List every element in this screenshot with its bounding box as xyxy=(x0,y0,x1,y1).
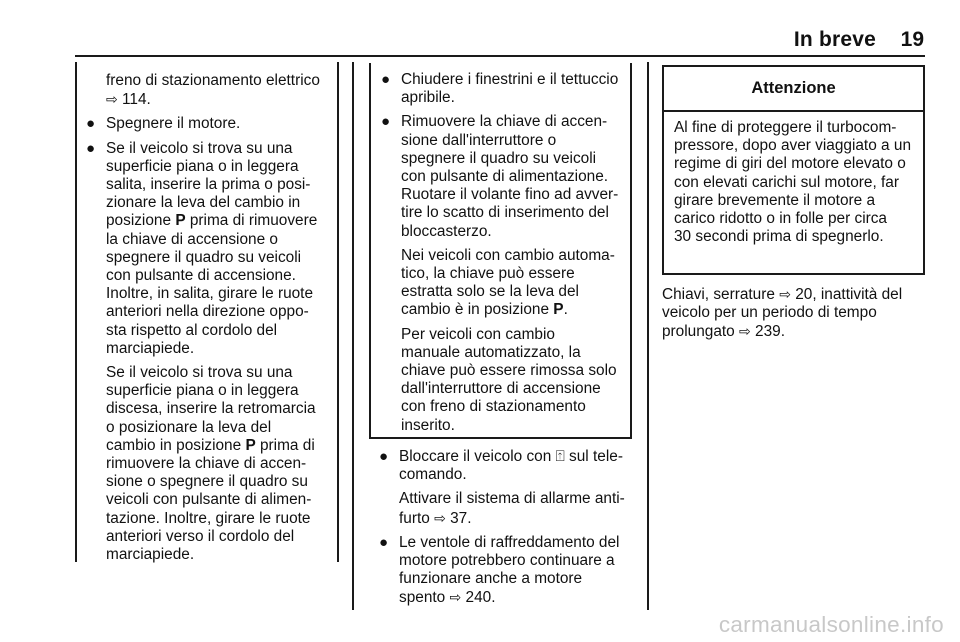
list-item: ● Rimuovere la chiave di accen- sione dall'interruttore o spegnere il quadro su veicoli con pulsante di alimentazione. Ruotare il volante fino ad avver- tire lo scatto di inserimento del bloccasterzo. xyxy=(381,113,619,240)
col2-divider-line xyxy=(352,62,354,610)
col3-divider-line xyxy=(647,62,649,610)
column-2-lower xyxy=(375,448,637,608)
header-rule xyxy=(75,55,925,57)
bullet-icon: ● xyxy=(86,139,96,157)
column-1 xyxy=(82,72,334,564)
warning-box xyxy=(662,65,925,275)
col1-divider-line xyxy=(337,62,339,562)
section-title: In breve xyxy=(793,28,876,51)
bullet-icon: ● xyxy=(379,533,389,551)
sub-paragraph: Attivare il sistema di allarme anti- furto ⇨ 37. xyxy=(399,490,625,527)
page-number: 19 xyxy=(900,28,924,51)
sub-paragraph: Se il veicolo si trova su una superficie piana o in leggera discesa, inserire la retromarcia o posizionare la leva del cambio in posizione P prima di rimuovere la chiave di accen- sione o spegnere il quadro su veicoli con pulsante di alimen- tazione. Inoltre, girare le ruote anteriori verso il cordolo del marciapiede. xyxy=(106,364,316,564)
continued-text: freno di stazionamento elettrico ⇨ 114. xyxy=(106,72,320,109)
ref-arrow-icon: ⇨ xyxy=(449,589,462,606)
instruction-box xyxy=(369,63,632,439)
ref-arrow-icon: ⇨ xyxy=(106,91,118,108)
sub-paragraph: Nei veicoli con cambio automa- tico, la chiave può essere estratta solo se la leva del cambio è in posizione P. xyxy=(401,246,615,319)
lock-icon: ⍐ xyxy=(555,448,565,465)
list-item: ● Le ventole di raffreddamento del motore potrebbero continuare a funzionare anche a motore spento ⇨ 240. xyxy=(379,533,620,607)
list-item: ● Bloccare il veicolo con ⍐ sul tele- comando. xyxy=(379,448,623,484)
watermark: carmanualsonline.info xyxy=(718,612,944,637)
bullet-icon: ● xyxy=(86,115,96,133)
warning-title: Attenzione xyxy=(664,67,923,112)
bullet-icon: ● xyxy=(381,113,391,131)
list-item: ● Se il veicolo si trova su una superficie piana o in leggera salita, inserire la prima o posi- zionare la leva del cambio in posizione P prima di rimuovere la chiave di accensione o spegnere il quadro su veicoli con pulsante di accensione. Inoltre, in salita, girare le ruote anteriori nella direzione oppo- sta rispetto al cordolo del marciapiede. xyxy=(86,139,318,357)
list-item: ● Chiudere i finestrini e il tettuccio apribile. xyxy=(381,71,619,107)
ref-arrow-icon: ⇨ xyxy=(779,286,791,302)
bullet-icon: ● xyxy=(381,71,391,88)
warning-text: Al fine di proteggere il turbocom- pressore, dopo aver viaggiato a un regime di giri del motore elevato o con elevati carichi sul motore, far girare brevemente il motore a carico ridotto o in folle per circa 30 secondi prima di spegnerlo. xyxy=(674,119,911,246)
ref-arrow-icon: ⇨ xyxy=(739,323,751,340)
ref-arrow-icon: ⇨ xyxy=(434,509,446,526)
sub-paragraph: Per veicoli con cambio manuale automatizzato, la chiave può essere rimossa solo dall'interruttore di accensione con freno di stazionamento inserito. xyxy=(401,325,617,434)
left-margin-line xyxy=(75,62,77,562)
list-item: ● Spegnere il motore. xyxy=(86,115,241,133)
column-3-paragraph: Chiavi, serrature ⇨ 20, inattività del veicolo per un periodo di tempo prolungato ⇨ 239. xyxy=(662,286,903,341)
bullet-icon: ● xyxy=(379,448,389,465)
